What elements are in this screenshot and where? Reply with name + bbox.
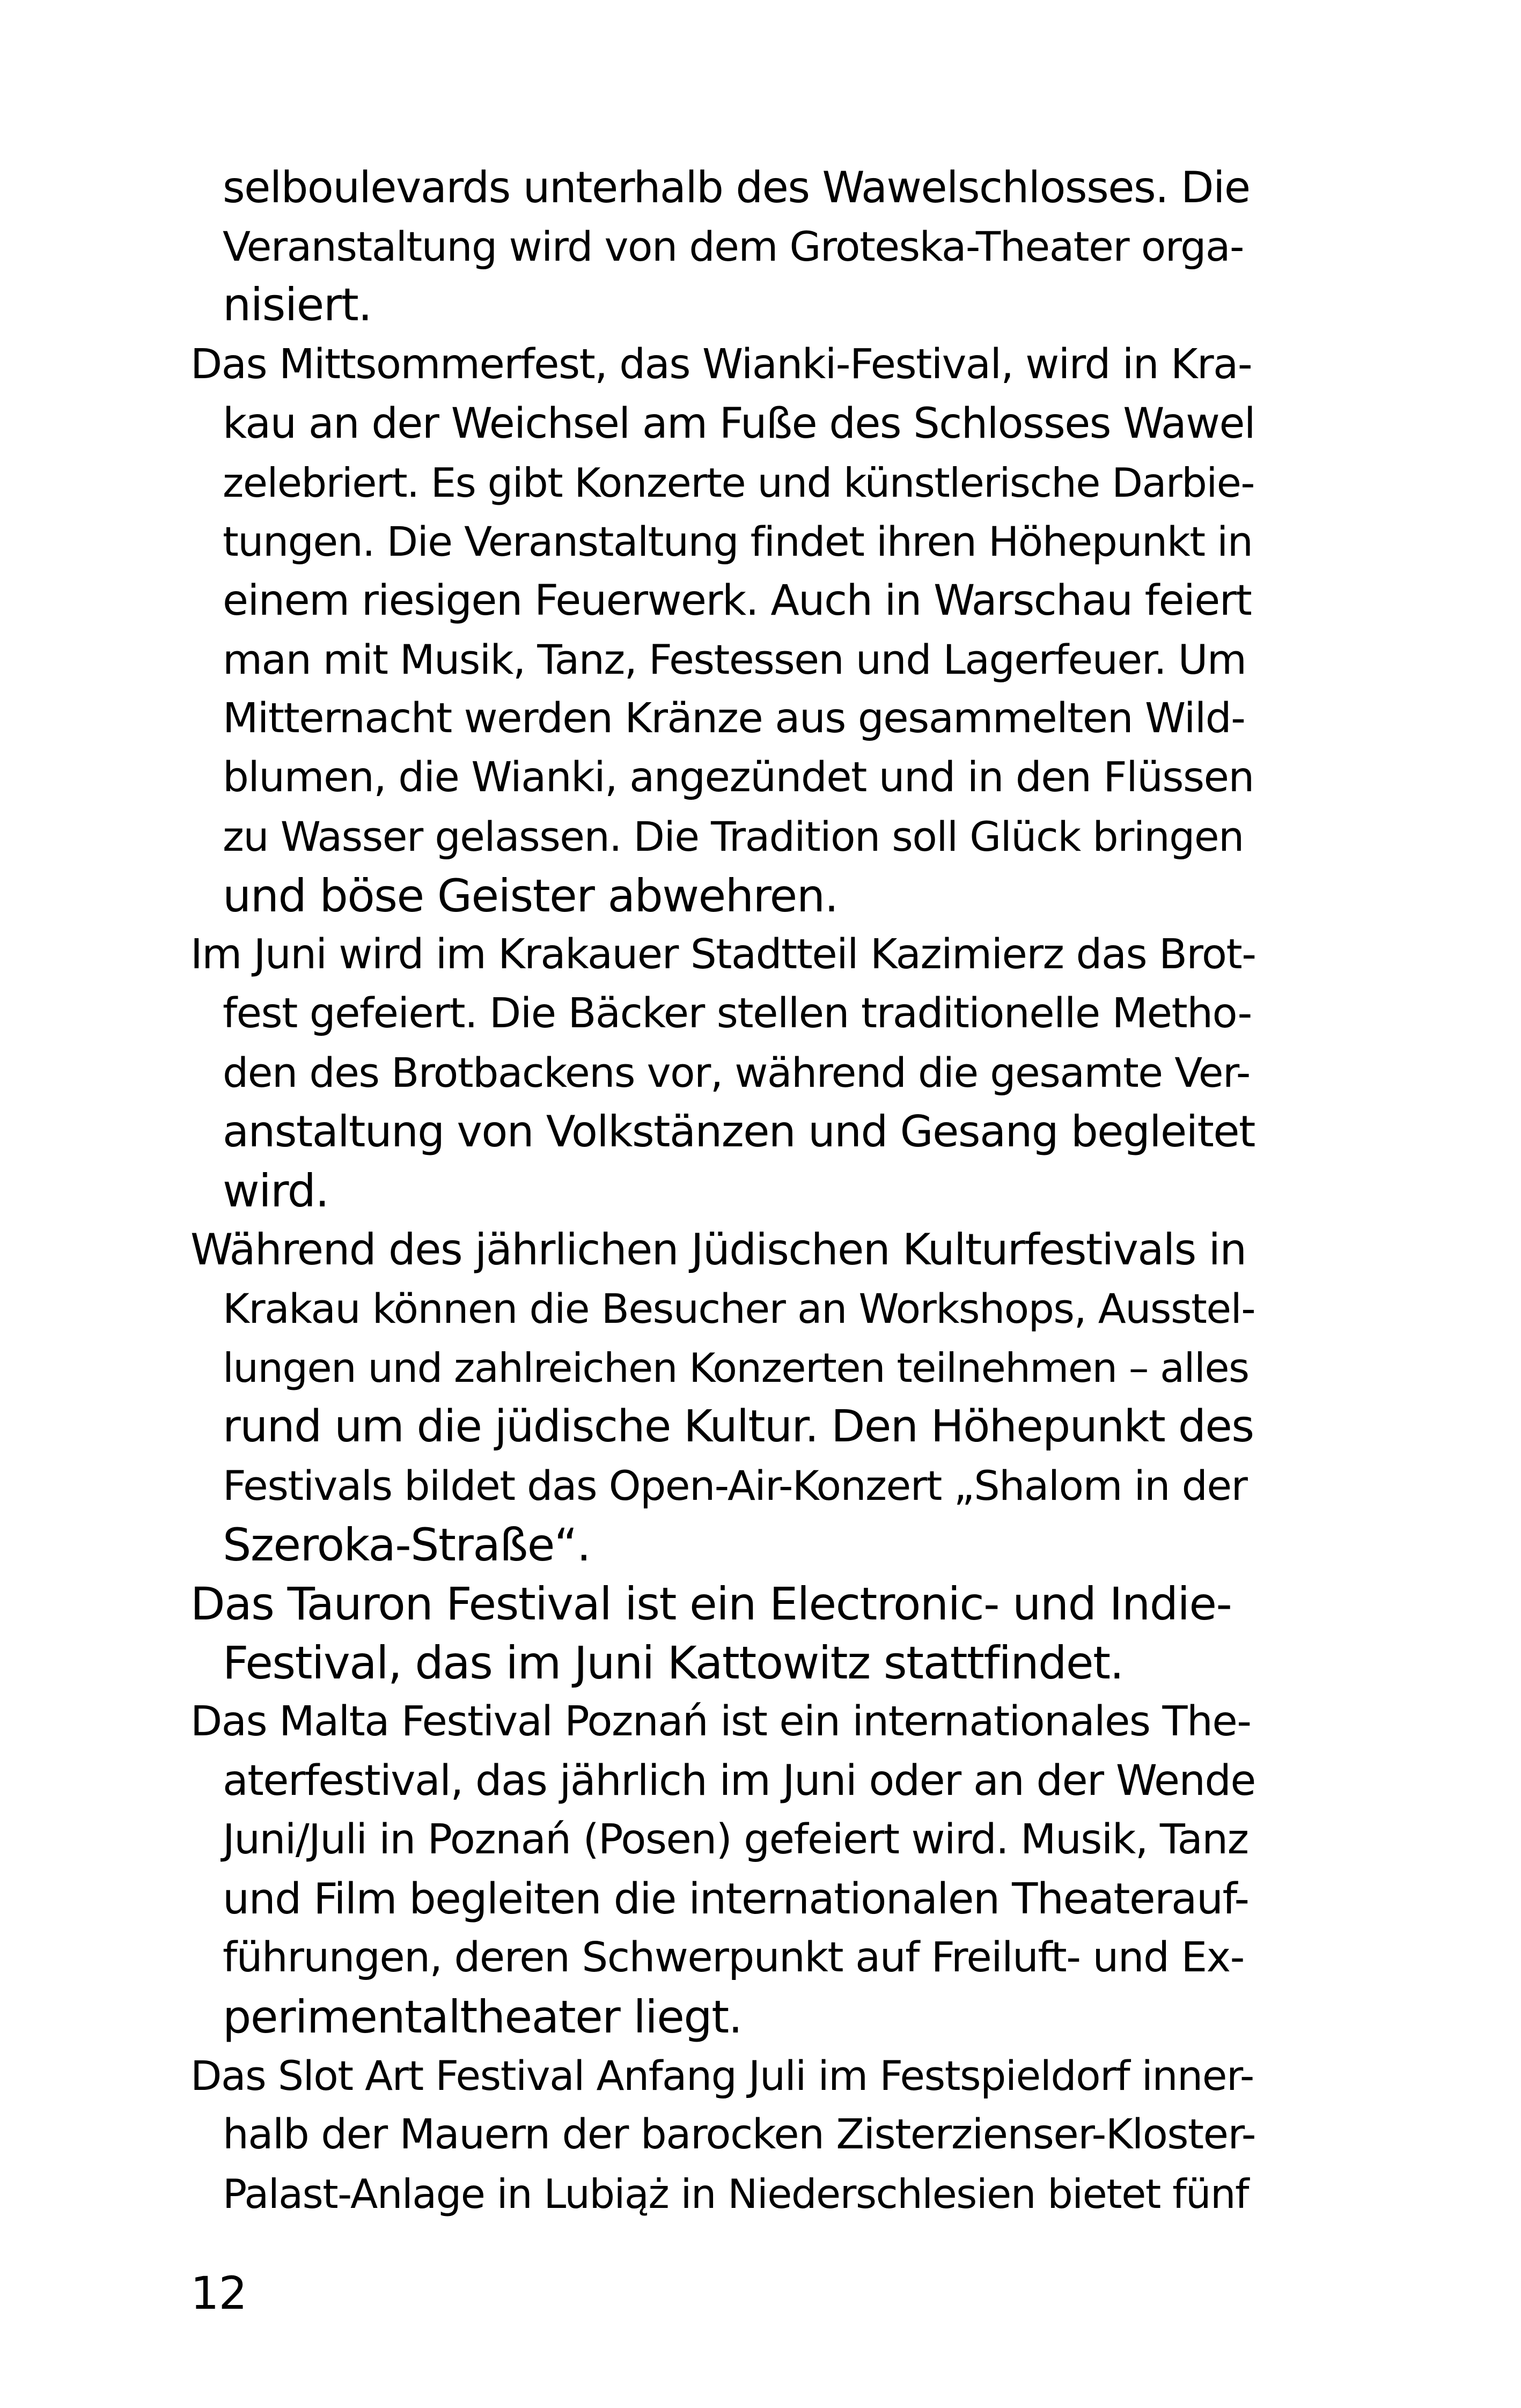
paragraph-first-line: Das Tauron Festival ist ein Electronic- und Indie- [190, 1578, 1232, 1630]
text-line: fest gefeiert. Die Bäcker stellen traditionelle Metho- [223, 990, 1252, 1037]
text-line: kau an der Weichsel am Fuße des Schlosses Wawel [223, 400, 1255, 448]
text-line: selboulevards unterhalb des Wawelschlosses. Die [223, 163, 1250, 212]
text-line: und böse Geister abwehren. [223, 870, 838, 922]
page-number: 12 [190, 2267, 247, 2319]
text-line: Szeroka-Straße“. [223, 1519, 591, 1571]
text-line: Veranstaltung wird von dem Groteska-Theater orga- [223, 223, 1244, 270]
text-line: anstaltung von Volkstänzen und Gesang begleitet [223, 1107, 1255, 1157]
paragraph-first-line: Das Mittsommerfest, das Wianki-Festival, wird in Kra- [190, 341, 1252, 388]
text-line: perimentaltheater liegt. [223, 1991, 742, 2043]
text-line: nisiert. [223, 278, 372, 331]
paragraph-first-line: Während des jährlichen Jüdischen Kulturfestivals in [190, 1225, 1246, 1275]
text-line: Mitternacht werden Kränze aus gesammelten Wild- [223, 695, 1245, 742]
text-line: einem riesigen Feuerwerk. Auch in Warschau feiert [223, 577, 1252, 625]
text-line: rund um die jüdische Kultur. Den Höhepunkt des [223, 1401, 1254, 1452]
paragraph-first-line: Das Malta Festival Poznań ist ein internationales The- [190, 1698, 1251, 1746]
text-line: aterfestival, das jährlich im Juni oder an der Wende [223, 1757, 1255, 1805]
text-line: lungen und zahlreichen Konzerten teilnehmen – alles [223, 1344, 1249, 1391]
text-line: wird. [223, 1165, 329, 1217]
text-line: zu Wasser gelassen. Die Tradition soll Glück bringen [223, 813, 1244, 860]
text-line: tungen. Die Veranstaltung findet ihren Höhepunkt in [223, 518, 1253, 565]
text-line: halb der Mauern der barocken Zisterzienser-Kloster- [223, 2111, 1256, 2159]
text-line: man mit Musik, Tanz, Festessen und Lagerfeuer. Um [223, 636, 1246, 683]
text-line: Palast-Anlage in Lubiąż in Niederschlesien bietet fünf [223, 2170, 1248, 2218]
text-line: und Film begleiten die internationalen Theaterauf- [223, 1874, 1249, 1924]
text-line: den des Brotbackens vor, während die gesamte Ver- [223, 1049, 1250, 1096]
paragraph-first-line: Im Juni wird im Krakauer Stadtteil Kazimierz das Brot- [190, 931, 1256, 978]
text-line: Juni/Juli in Poznań (Posen) gefeiert wird. Musik, Tanz [223, 1816, 1248, 1864]
text-line: Festival, das im Juni Kattowitz stattfindet. [223, 1637, 1123, 1689]
text-line: zelebriert. Es gibt Konzerte und künstlerische Darbie- [223, 459, 1254, 506]
text-line: führungen, deren Schwerpunkt auf Freiluft- und Ex- [223, 1934, 1244, 1982]
text-line: Festivals bildet das Open-Air-Konzert „Shalom in der [223, 1462, 1247, 1509]
paragraph-first-line: Das Slot Art Festival Anfang Juli im Festspieldorf inner- [190, 2052, 1254, 2100]
text-line: Krakau können die Besucher an Workshops, Ausstel- [223, 1285, 1255, 1332]
text-line: blumen, die Wianki, angezündet und in den Flüssen [223, 754, 1254, 801]
